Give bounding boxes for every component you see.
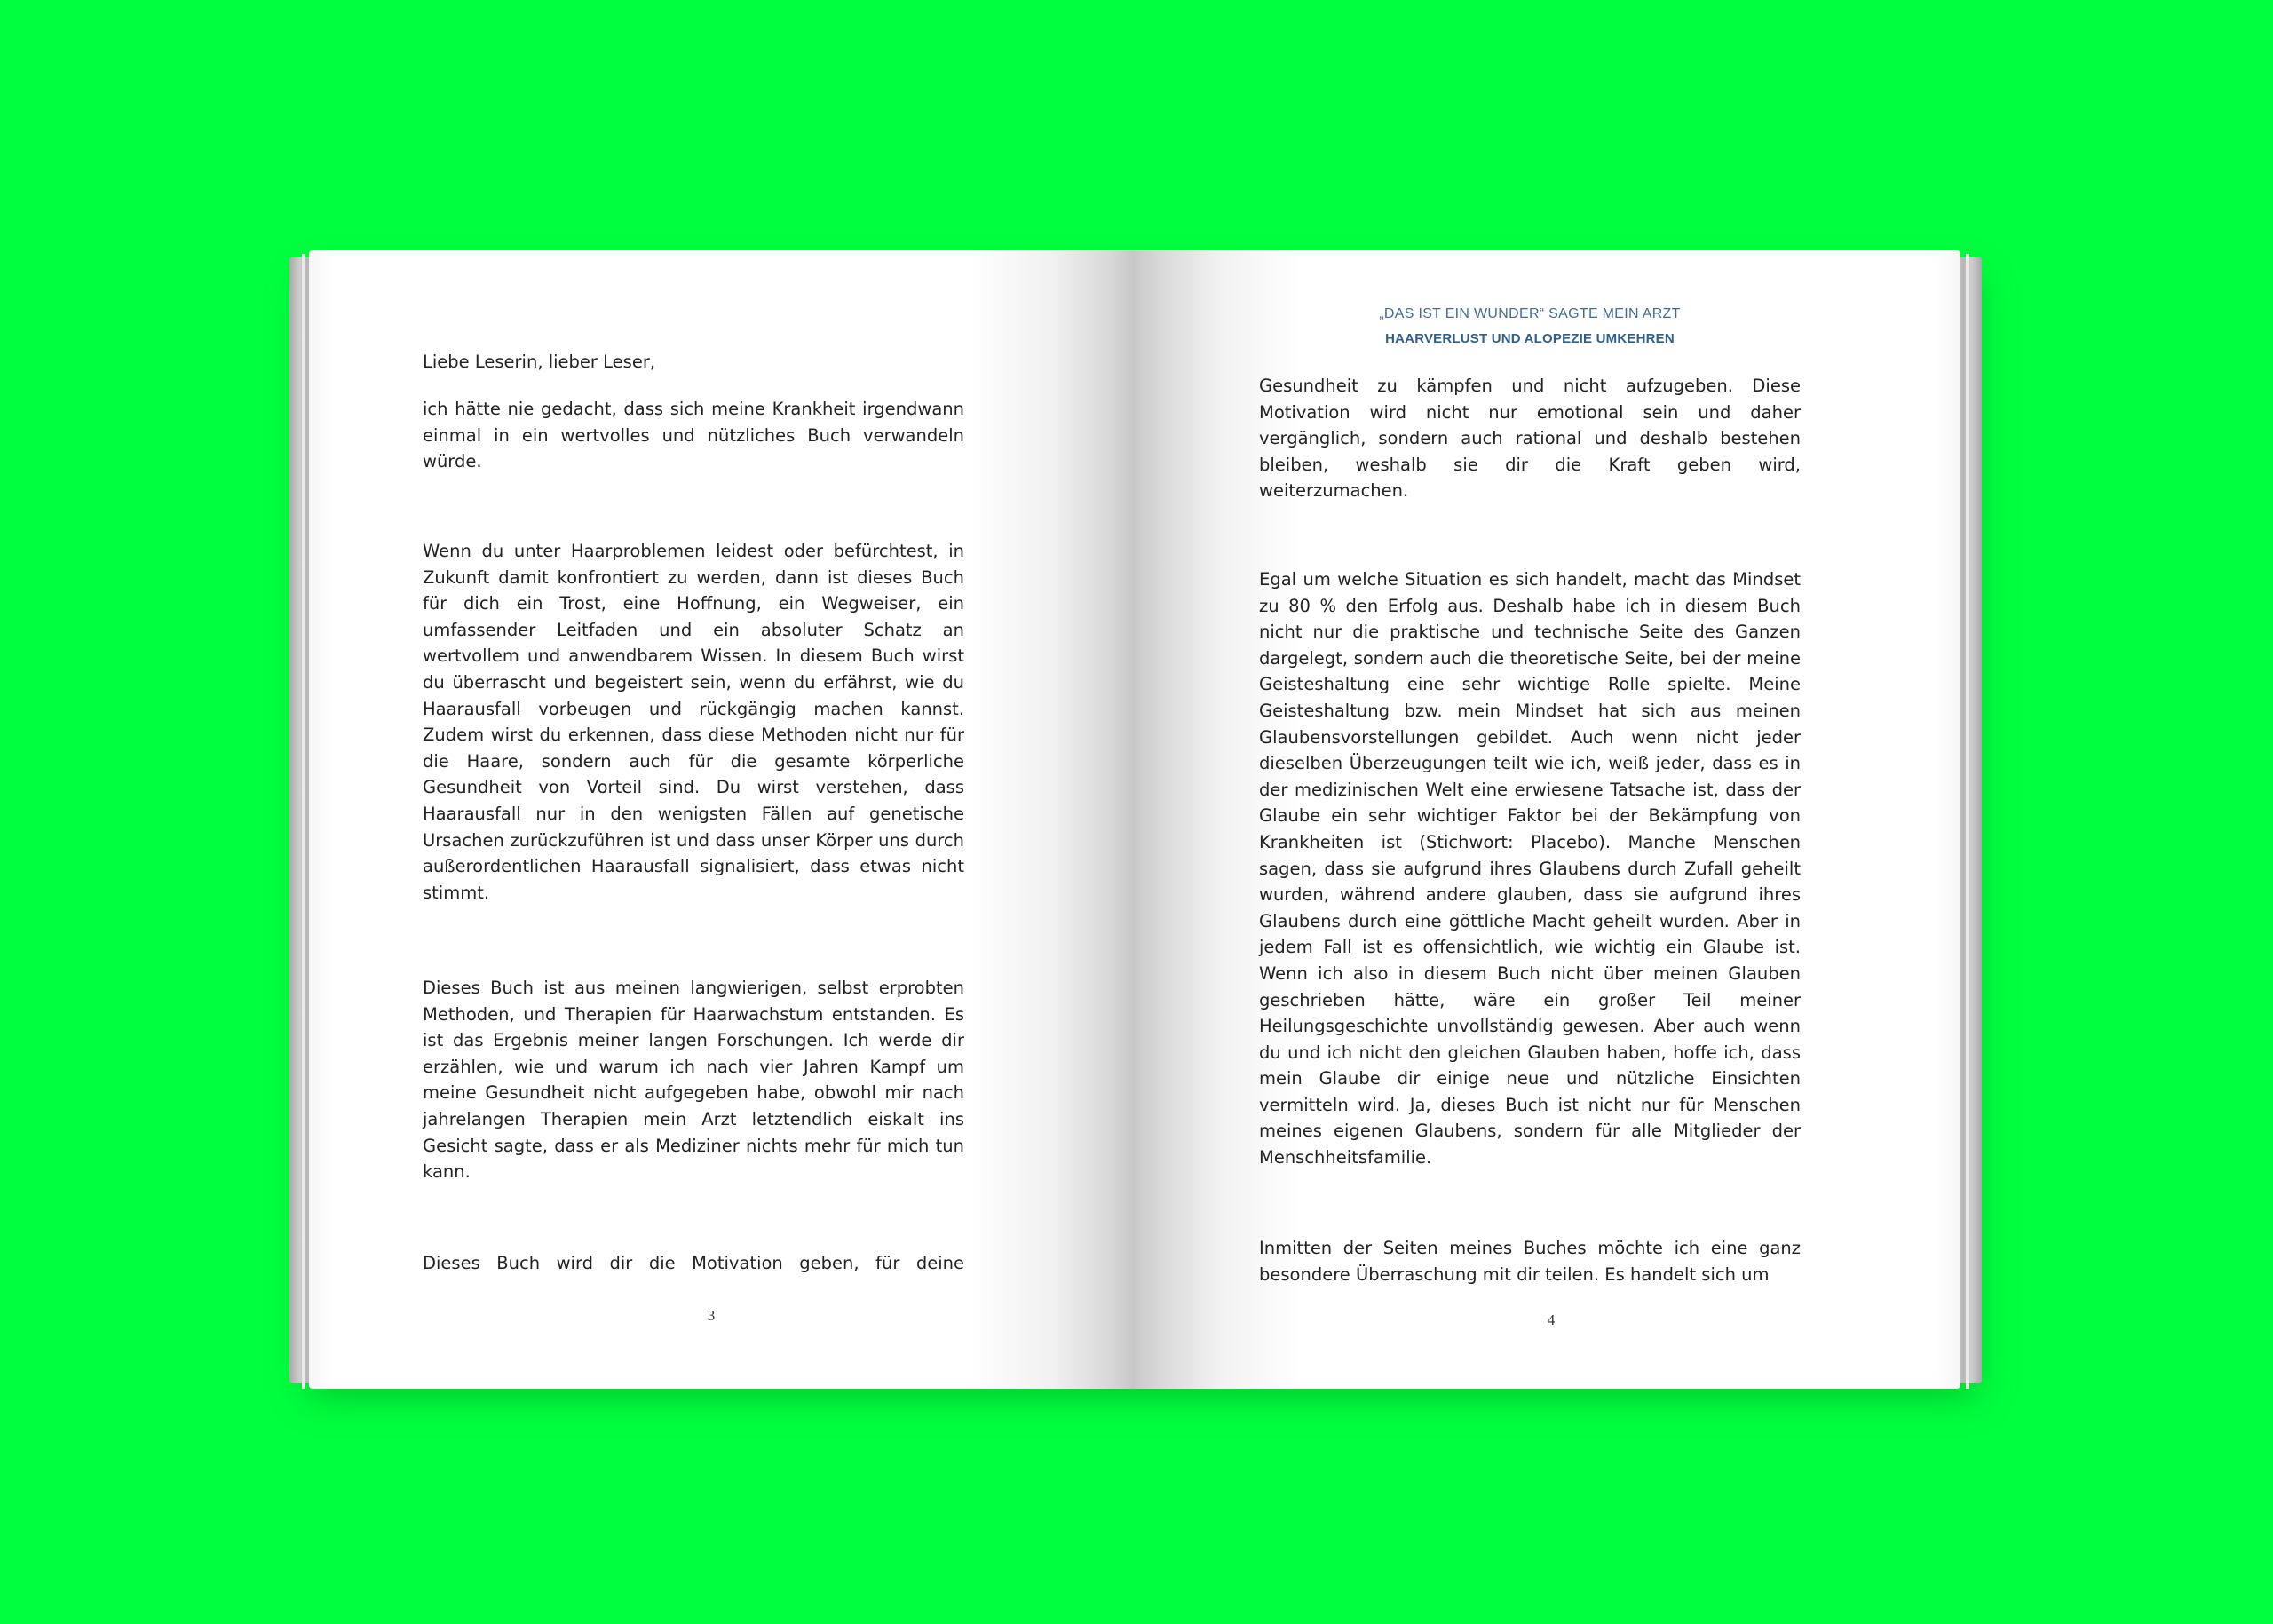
left-page-number: 3 bbox=[707, 1307, 716, 1324]
left-paragraph-3: Dieses Buch ist aus meinen langwierigen, selbst erprobten Methoden, und Therapien für Haarwachstum entstanden. Es ist das Ergebnis meiner langen Forschungen. Ich werde dir erzählen, wie und warum ich nach vier Jahren Kampf um meine Gesundheit nicht aufgegeben habe, obwohl mir nach jahrelangen Therapien mein Arzt letztendlich eiskalt ins Gesicht sagte, dass er als Mediziner nichts mehr für mich tun kann. bbox=[423, 978, 964, 1183]
running-header: „DAS IST EIN WUNDER“ SAGTE MEIN ARZT bbox=[1379, 306, 1681, 321]
right-paragraph-3: Inmitten der Seiten meines Buches möchte ich eine ganz besondere Überraschung mit dir teilen. Es handelt sich um bbox=[1259, 1238, 1801, 1285]
right-paragraph-1: Gesundheit zu kämpfen und nicht aufzugeben. Diese Motivation wird nicht nur emotional sein und daher vergänglich, sondern auch rational und deshalb bestehen bleiben, weshalb sie dir die Kraft geben wird, weiterzumachen. bbox=[1259, 376, 1801, 502]
left-paragraph-2: Wenn du unter Haarproblemen leidest oder befürchtest, in Zukunft damit konfrontiert zu werden, dann ist dieses Buch für dich ein Trost, eine Hoffnung, ein Wegweiser, ein umfassender Leitfaden und ein absoluter Schatz an wertvollem und anwendbarem Wissen. In diesem Buch wirst du überrascht und begeistert sein, wenn du erfährst, wie du Haarausfall vorbeugen und rückgängig machen kannst. Zudem wirst du erkennen, dass diese Methoden nicht nur für die Haare, sondern auch für die gesamte körperliche Gesundheit von Vorteil sind. Du wirst verstehen, dass Haarausfall nur in den wenigsten Fällen auf genetische Ursachen zurückzuführen ist und dass unser Körper uns durch außerordentlichen Haarausfall signalisiert, dass etwas nicht stimmt. bbox=[423, 541, 964, 903]
right-page-edge bbox=[1966, 254, 1969, 1389]
salutation: Liebe Leserin, lieber Leser, bbox=[423, 352, 656, 372]
right-page-number: 4 bbox=[1547, 1311, 1556, 1328]
left-paragraph-1: ich hätte nie gedacht, dass sich meine Krankheit irgendwann einmal in ein wertvolles und nützliches Buch verwandeln würde. bbox=[423, 399, 964, 472]
running-subheader: HAARVERLUST UND ALOPEZIE UMKEHREN bbox=[1385, 331, 1675, 346]
left-page-edge bbox=[302, 254, 305, 1389]
right-paragraph-2: Egal um welche Situation es sich handelt, macht das Mindset zu 80 % den Erfolg aus. Deshalb habe ich in diesem Buch nicht nur die praktische und technische Seite des Ganzen dargelegt, sondern auch die theoretische Seite, bei der meine Geisteshaltung eine sehr wichtige Rolle spielte. Meine Geisteshaltung bzw. mein Mindset hat sich aus meinen Glaubensvorstellungen gebildet. Auch wenn nicht jeder dieselben Überzeugungen teilt wie ich, weiß jeder, dass es in der medizinischen Welt eine erwiesene Tatsache ist, dass der Glaube ein sehr wichtiger Faktor bei der Bekämpfung von Krankheiten ist (Stichwort: Placebo). Manche Menschen sagen, dass sie aufgrund ihres Glaubens durch Zufall geheilt wurden, während andere glauben, dass sie aufgrund ihres Glaubens durch eine göttliche Macht geheilt wurden. Aber in jedem Fall ist es offensichtlich, wie wichtig ein Glaube ist. Wenn ich also in diesem Buch nicht über meinen Glauben geschrieben hätte, wäre ein großer Teil meiner Heilungsgeschichte unvollständig gewesen. Aber auch wenn du und ich nicht den gleichen Glauben haben, hoffe ich, dass mein Glaube dir einige neue und nützliche Einsichten vermitteln wird. Ja, dieses Buch ist nicht nur für Menschen meines eigenen Glaubens, sondern für alle Mitglieder der Menschheitsfamilie. bbox=[1259, 569, 1801, 1168]
left-paragraph-4: Dieses Buch wird dir die Motivation geben, für deine bbox=[423, 1253, 964, 1273]
